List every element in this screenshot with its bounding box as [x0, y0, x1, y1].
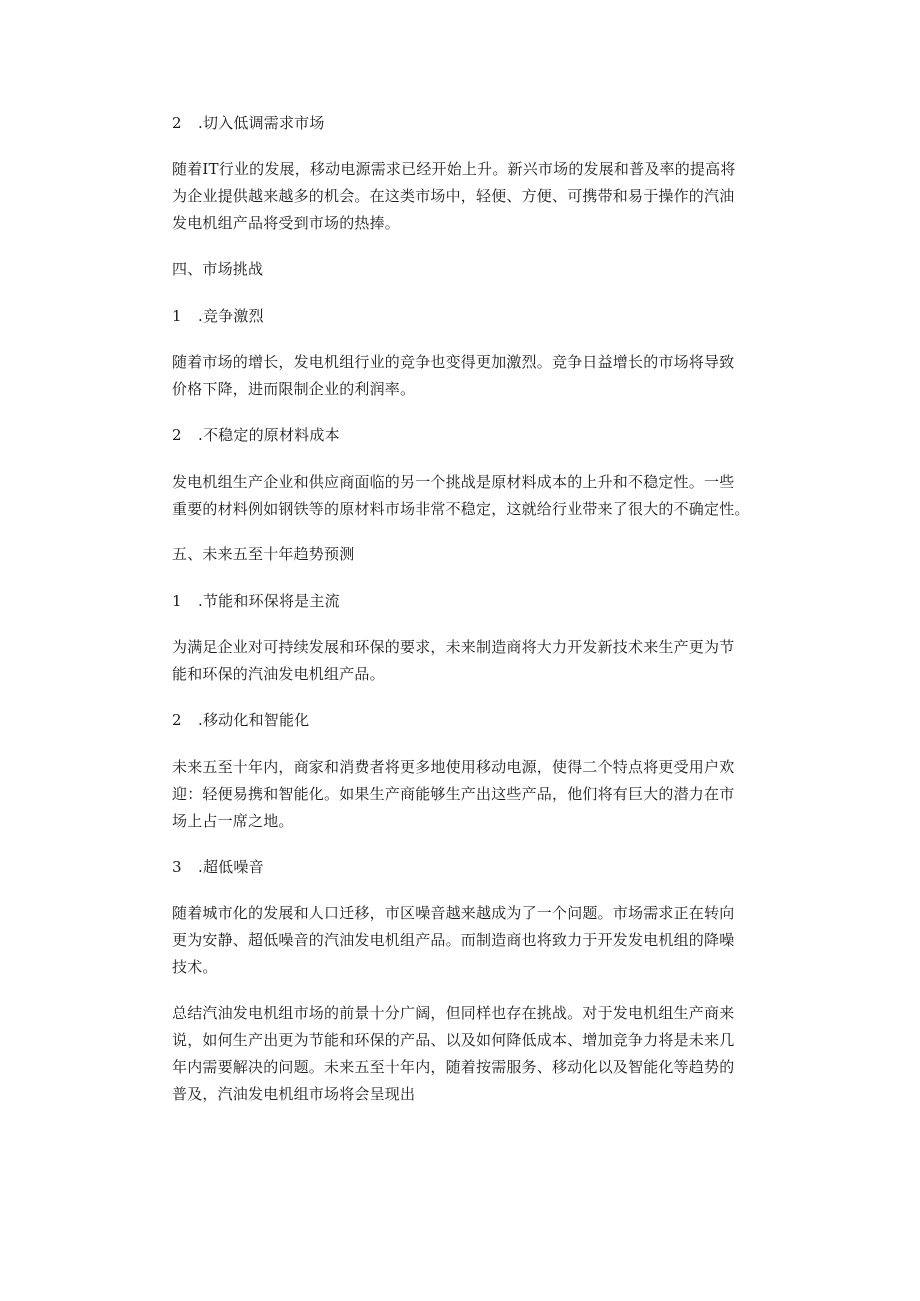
section-heading: [172, 303, 772, 330]
heading-number: 3: [172, 858, 182, 876]
paragraph: [172, 634, 772, 688]
paragraph-line: 随着市场的增长，发电机组行业的竞争也变得更加激烈。竞争日益增长的市场将导致: [172, 353, 735, 371]
paragraph-line: 迎：轻便易携和智能化。如果生产商能够生产出这些产品，他们将有巨大的潜力在市: [172, 785, 735, 803]
heading-title: 五、未来五至十年趋势预测: [172, 545, 355, 563]
paragraph-line: 发电机组生产企业和供应商面临的另一个挑战是原材料成本的上升和不稳定性。一些: [172, 473, 735, 491]
heading-title: .不稳定的原材料成本: [198, 426, 340, 444]
heading-title: .移动化和智能化: [198, 711, 310, 729]
paragraph-line: 更为安静、超低噪音的汽油发电机组产品。而制造商也将致力于开发发电机组的降噪: [172, 931, 735, 949]
paragraph-line: 说，如何生产出更为节能和环保的产品、以及如何降低成本、增加竞争力将是未来几: [172, 1031, 735, 1049]
chapter-heading: [172, 541, 772, 568]
paragraph-line: 能和环保的汽油发电机组产品。: [172, 665, 385, 683]
section-heading: [172, 422, 772, 449]
heading-title: 四、市场挑战: [172, 260, 264, 278]
paragraph: [172, 156, 772, 237]
paragraph-line: 重要的材料例如钢铁等的原材料市场非常不稳定，这就给行业带来了很大的不确定性。: [172, 500, 750, 518]
section-heading: [172, 707, 772, 734]
heading-number: 1: [172, 307, 182, 325]
paragraph-line: 随着IT行业的发展，移动电源需求已经开始上升。新兴市场的发展和普及率的提高将: [172, 160, 736, 178]
heading-number: 2: [172, 711, 182, 729]
paragraph-line: 未来五至十年内，商家和消费者将更多地使用移动电源，使得二个特点将更受用户欢: [172, 758, 735, 776]
section-heading: [172, 854, 772, 881]
paragraph-line: 价格下降，进而限制企业的利润率。: [172, 380, 416, 398]
section-heading: [172, 588, 772, 615]
paragraph: [172, 754, 772, 835]
heading-title: .节能和环保将是主流: [198, 592, 340, 610]
paragraph-line: 技术。: [172, 958, 218, 976]
heading-number: 1: [172, 592, 182, 610]
heading-title: .超低噪音: [198, 858, 264, 876]
heading-title: .切入低调需求市场: [198, 114, 325, 132]
heading-number: 2: [172, 114, 182, 132]
paragraph: [172, 900, 772, 981]
heading-number: 2: [172, 426, 182, 444]
paragraph-line: 随着城市化的发展和人口迁移，市区噪音越来越成为了一个问题。市场需求正在转向: [172, 904, 735, 922]
paragraph: [172, 349, 772, 403]
paragraph-line: 为企业提供越来越多的机会。在这类市场中，轻便、方便、可携带和易于操作的汽油: [172, 187, 735, 205]
paragraph-line: 普及，汽油发电机组市场将会呈现出: [172, 1085, 416, 1103]
chapter-heading: [172, 256, 772, 283]
paragraph-line: 为满足企业对可持续发展和环保的要求，未来制造商将大力开发新技术来生产更为节: [172, 638, 735, 656]
heading-title: .竞争激烈: [198, 307, 264, 325]
section-heading: [172, 110, 772, 137]
paragraph-line: 总结汽油发电机组市场的前景十分广阔，但同样也存在挑战。对于发电机组生产商来: [172, 1004, 735, 1022]
paragraph-line: 年内需要解决的问题。未来五至十年内，随着按需服务、移动化以及智能化等趋势的: [172, 1058, 735, 1076]
paragraph-line: 场上占一席之地。: [172, 812, 294, 830]
paragraph-line: 发电机组产品将受到市场的热捧。: [172, 214, 401, 232]
paragraph: [172, 469, 772, 523]
summary-paragraph: [172, 1000, 772, 1108]
